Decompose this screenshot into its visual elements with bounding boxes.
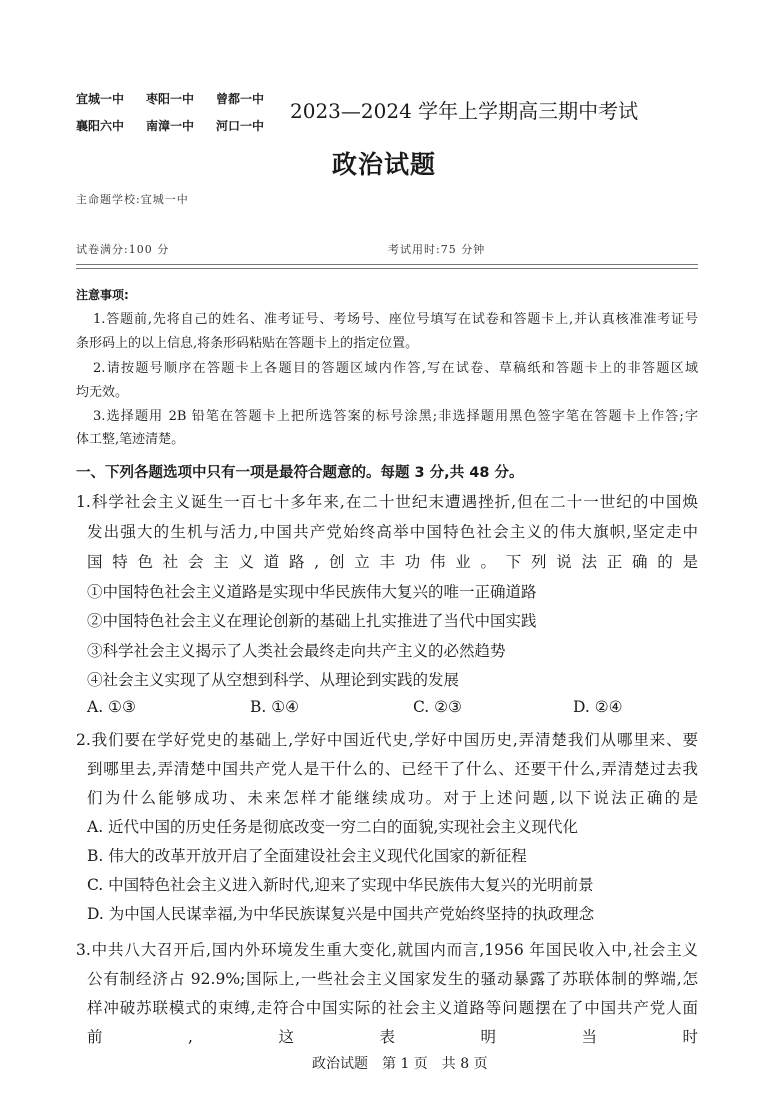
divider-top: [76, 264, 698, 265]
question-1-statement: ①中国特色社会主义道路是实现中华民族伟大复兴的唯一正确道路: [87, 583, 537, 601]
note-line: 体工整,笔迹清楚。: [76, 432, 185, 447]
note-line: 2.请按题号顺序在答题卡上各题目的答题区域内作答,写在试卷、草稿纸和答题卡上的非答题区域: [93, 361, 698, 376]
exam-title: 2023—2024 学年上学期高三期中考试: [290, 99, 639, 123]
school-5: 南漳一中: [146, 119, 195, 133]
divider-bottom: [76, 268, 698, 269]
question-2-line: 们为什么能够成功、未来怎样才能继续成功。对于上述问题,以下说法正确的是: [87, 789, 698, 807]
question-3-line: 样冲破苏联模式的束缚,走符合中国实际的社会主义道路等问题摆在了中国共产党人面: [87, 999, 698, 1017]
school-4: 襄阳六中: [76, 119, 125, 133]
lead-school: 主命题学校:宜城一中: [76, 193, 189, 206]
question-1-option-a: A. ①③: [87, 698, 136, 716]
subject-title: 政治试题: [332, 150, 437, 179]
full-score: 试卷满分:100 分: [76, 243, 170, 256]
note-line: 3.选择题用 2B 铅笔在答题卡上把所选答案的标号涂黑;非选择题用黑色签字笔在答题卡上作答;字: [93, 409, 698, 424]
exam-time: 考试用时:75 分钟: [388, 243, 486, 256]
question-1-line: 国特色社会主义道路,创立丰功伟业。下列说法正确的是: [87, 553, 698, 571]
question-1-statement: ②中国特色社会主义在理论创新的基础上扎实推进了当代中国实践: [87, 612, 537, 630]
note-line: 条形码上的以上信息,将条形码粘贴在答题卡上的指定位置。: [76, 336, 419, 351]
question-2-line: 到哪里去,弄清楚中国共产党人是干什么的、已经干了什么、还要干什么,弄清楚过去我: [87, 760, 698, 778]
question-2-option-d: D. 为中国人民谋幸福,为中华民族谋复兴是中国共产党始终坚持的执政理念: [87, 905, 595, 923]
question-1-statement: ③科学社会主义揭示了人类社会最终走向共产主义的必然趋势: [87, 642, 506, 660]
notes-heading: 注意事项:: [76, 288, 129, 302]
school-3: 曾都一中: [216, 92, 265, 106]
question-2-option-a: A. 近代中国的历史任务是彻底改变一穷二白的面貌,实现社会主义现代化: [87, 818, 578, 836]
school-1: 宜城一中: [76, 92, 125, 106]
question-1-option-b: B. ①④: [250, 698, 300, 716]
question-1-option-d: D. ②④: [573, 698, 623, 716]
page-footer: 政治试题 第 1 页 共 8 页: [312, 1056, 488, 1072]
question-2-option-c: C. 中国特色社会主义进入新时代,迎来了实现中华民族伟大复兴的光明前景: [87, 876, 594, 894]
note-line: 均无效。: [76, 385, 129, 400]
section-heading: 一、下列各题选项中只有一项是最符合题意的。每题 3 分,共 48 分。: [76, 465, 524, 481]
question-1-line: 发出强大的生机与活力,中国共产党始终高举中国特色社会主义的伟大旗帜,坚定走中: [87, 523, 698, 541]
question-3-line: 前,这表明当时: [87, 1028, 698, 1046]
question-2-line: 2.我们要在学好党史的基础上,学好中国近代史,学好中国历史,弄清楚我们从哪里来、要: [76, 731, 698, 749]
question-1-option-c: C. ②③: [413, 698, 462, 716]
question-1-line: 1.科学社会主义诞生一百七十多年来,在二十世纪末遭遇挫折,但在二十一世纪的中国焕: [76, 493, 698, 511]
question-3-line: 3.中共八大召开后,国内外环境发生重大变化,就国内而言,1956 年国民收入中,社会主义: [76, 941, 698, 959]
question-3-line: 公有制经济占 92.9%;国际上,一些社会主义国家发生的骚动暴露了苏联体制的弊端,怎: [87, 970, 698, 988]
note-line: 1.答题前,先将自己的姓名、准考证号、考场号、座位号填写在试卷和答题卡上,并认真核准准考证号: [93, 312, 698, 327]
school-6: 河口一中: [216, 119, 265, 133]
school-2: 枣阳一中: [146, 92, 195, 106]
question-2-option-b: B. 伟大的改革开放开启了全面建设社会主义现代化国家的新征程: [87, 847, 527, 865]
question-1-statement: ④社会主义实现了从空想到科学、从理论到实践的发展: [87, 671, 460, 689]
